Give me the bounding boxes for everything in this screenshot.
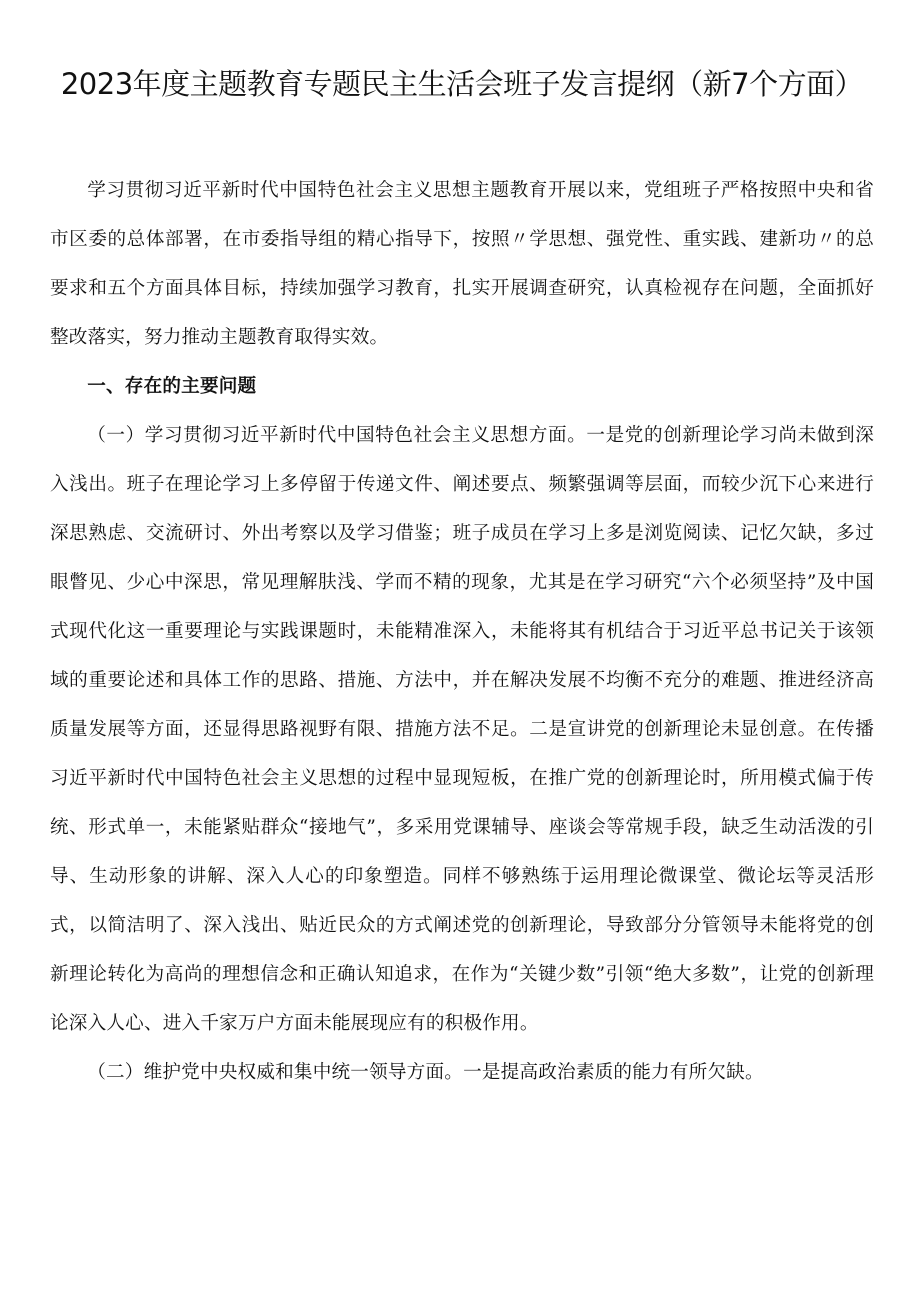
paragraph-item-2: （二）维护党中央权威和集中统一领导方面。一是提高政治素质的能力有所欠缺。: [87, 1062, 764, 1083]
paragraph-item-1: （一）学习贯彻习近平新时代中国特色社会主义思想方面。一是党的创新理论学习尚未做到深入浅出。班子在理论学习上多停留于传递文件、阐述要点、频繁强调等层面，而较少沉下心来进行深思熟虑、交流研讨、外出考察以及学习借鉴；班子成员在学习上多是浏览阅读、记忆欠缺，多过眼瞥见、少心中深思，常见理解肤浅、学而不精的现象，尤其是在学习研究“六个必须坚持”及中国式现代化这一重要理论与实践课题时，未能精准深入，未能将其有机结合于习近平总书记关于该领域的重要论述和具体工作的思路、措施、方法中，并在解决发展不均衡不充分的难题、推进经济高质量发展等方面，还显得思路视野有限、措施方法不足。二是宣讲党的创新理论未显创意。在传播习近平新时代中国特色社会主义思想的过程中显现短板，在推广党的创新理论时，所用模式偏于传统、形式单一，未能紧贴群众“接地气”，多采用党课辅导、座谈会等常规手段，缺乏生动活泼的引导、生动形象的讲解、深入人心的印象塑造。同样不够熟练于运用理论微课堂、微论坛等灵活形式，以简洁明了、深入浅出、贴近民众的方式阐述党的创新理论，导致部分分管领导未能将党的创新理论转化为高尚的理想信念和正确认知追求，在作为“关键少数”引领“绝大多数”，让党的创新理论深入人心、进入千家万户方面未能展现应有的积极作用。: [50, 425, 874, 1034]
document-body: [50, 166, 874, 1097]
intro-paragraph: 学习贯彻习近平新时代中国特色社会主义思想主题教育开展以来，党组班子严格按照中央和省市区委的总体部署，在市委指导组的精心指导下，按照〃学思想、强党性、重实践、建新功〃的总要求和五个方面具体目标，持续加强学习教育，扎实开展调查研究，认真检视存在问题，全面抓好整改落实，努力推动主题教育取得实效。: [50, 180, 874, 348]
section-heading-main-problems: 一、存在的主要问题: [87, 376, 257, 397]
document-title: 2023年度主题教育专题民主生活会班子发言提纲（新7个方面）: [60, 67, 864, 101]
